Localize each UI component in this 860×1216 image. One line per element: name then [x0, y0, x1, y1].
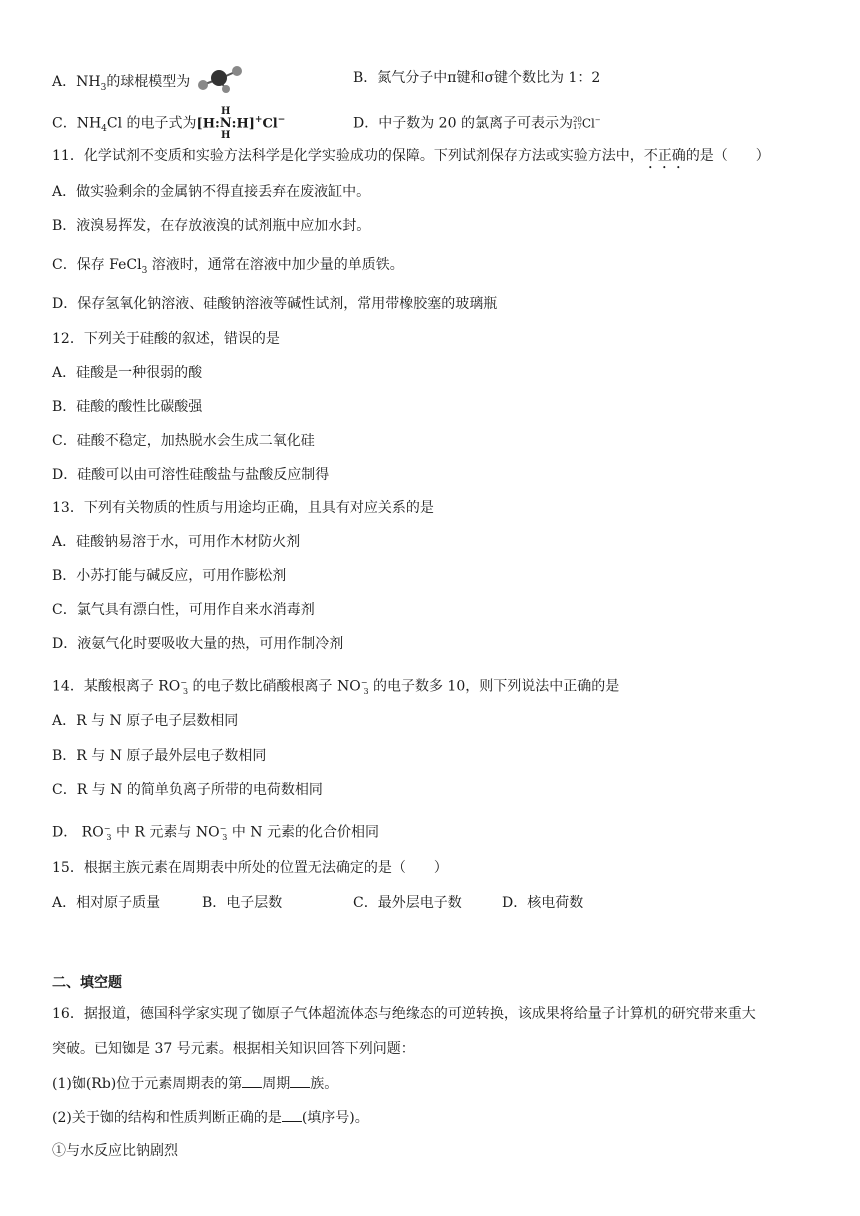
- q14-option-c: C．R 与 N 的简单负离子所带的电荷数相同: [52, 782, 323, 798]
- q12-option-a: A．硅酸是一种很弱的酸: [52, 365, 203, 381]
- q16-part1: (1)铷(Rb)位于元素周期表的第 周期 族。: [52, 1073, 338, 1094]
- q16-stem-line1: 16．据报道，德国科学家实现了铷原子气体超流体态与绝缘态的可逆转换，该成果将给量子计算机的研究带来重大: [52, 1006, 756, 1022]
- q14-option-b: B．R 与 N 原子最外层电子数相同: [52, 748, 267, 764]
- electron-formula: [H: H N H :H]+Cl−: [196, 106, 286, 142]
- answer-blank[interactable]: [290, 1073, 310, 1088]
- q14-option-a: A．R 与 N 原子电子层数相同: [52, 713, 239, 729]
- q12-option-b: B．硅酸的酸性比碳酸强: [52, 399, 203, 415]
- q10-option-c: C．$NH_4Cl$ 的电子式为[H: H N H :H]+Cl−: [52, 106, 286, 142]
- q12-option-c: C．硅酸不稳定，加热脱水会生成二氧化硅: [52, 433, 315, 449]
- q10-option-b: B．氮气分子中π键和σ键个数比为 1：2: [353, 70, 601, 86]
- q13-option-a: A．硅酸钠易溶于水，可用作木材防火剂: [52, 534, 301, 550]
- ball-and-stick-model-icon: [195, 64, 247, 100]
- q13-option-c: C．氯气具有漂白性，可用作自来水消毒剂: [52, 602, 315, 618]
- q15-stem: 15．根据主族元素在周期表中所处的位置无法确定的是（ ）: [52, 860, 448, 876]
- q14-option-d: D． $RO^-_3$ 中 R 元素与 $NO^-_3$ 中 N 元素的化合价相同: [52, 824, 379, 843]
- q15-option-a: A．相对原子质量: [52, 895, 161, 911]
- q13-option-b: B．小苏打能与碱反应，可用作膨松剂: [52, 568, 287, 584]
- q11-option-b: B．液溴易挥发，在存放液溴的试剂瓶中应加水封。: [52, 218, 371, 234]
- answer-blank[interactable]: [242, 1073, 262, 1088]
- q12-option-d: D．硅酸可以由可溶性硅酸盐与盐酸反应制得: [52, 467, 330, 483]
- q11-stem: 11．化学试剂不变质和实验方法科学是化学实验成功的保障。下列试剂保存方法或实验方法中，不正确的是（ ）: [52, 148, 770, 164]
- q13-option-d: D．液氨气化时要吸收大量的热，可用作制冷剂: [52, 636, 344, 652]
- q16-item1: ①与水反应比钠剧烈: [52, 1143, 178, 1159]
- q11-option-c: C．保存 FeCl$_3$ 溶液时，通常在溶液中加少量的单质铁。: [52, 257, 404, 276]
- q10-option-a: A．$NH_3$的球棍模型为: [52, 64, 247, 100]
- q15-option-c: C．最外层电子数: [353, 895, 462, 911]
- q16-stem-line2: 突破。已知铷是 37 号元素。根据相关知识回答下列问题：: [52, 1041, 415, 1057]
- q11-option-a: A．做实验剩余的金属钠不得直接丢弃在废液缸中。: [52, 184, 371, 200]
- q14-stem: 14．某酸根离子 $RO^-_3$ 的电子数比硝酸根离子 $NO^-_3$ 的电子数多 10，则下列说法中正确的是: [52, 678, 620, 697]
- q15-option-d: D．核电荷数: [502, 895, 584, 911]
- q10-option-d: D．中子数为 20 的氯离子可表示为 20 17 Cl−: [353, 115, 601, 132]
- q11-option-d: D．保存氢氧化钠溶液、硅酸钠溶液等碱性试剂，常用带橡胶塞的玻璃瓶: [52, 296, 498, 312]
- q15-option-b: B．电子层数: [202, 895, 283, 911]
- q16-part2: (2)关于铷的结构和性质判断正确的是 (填序号)。: [52, 1107, 369, 1128]
- answer-blank[interactable]: [282, 1107, 302, 1122]
- q13-stem: 13．下列有关物质的性质与用途均正确，且具有对应关系的是: [52, 500, 434, 516]
- section-title: 二、填空题: [52, 975, 122, 991]
- q12-stem: 12．下列关于硅酸的叙述，错误的是: [52, 331, 280, 347]
